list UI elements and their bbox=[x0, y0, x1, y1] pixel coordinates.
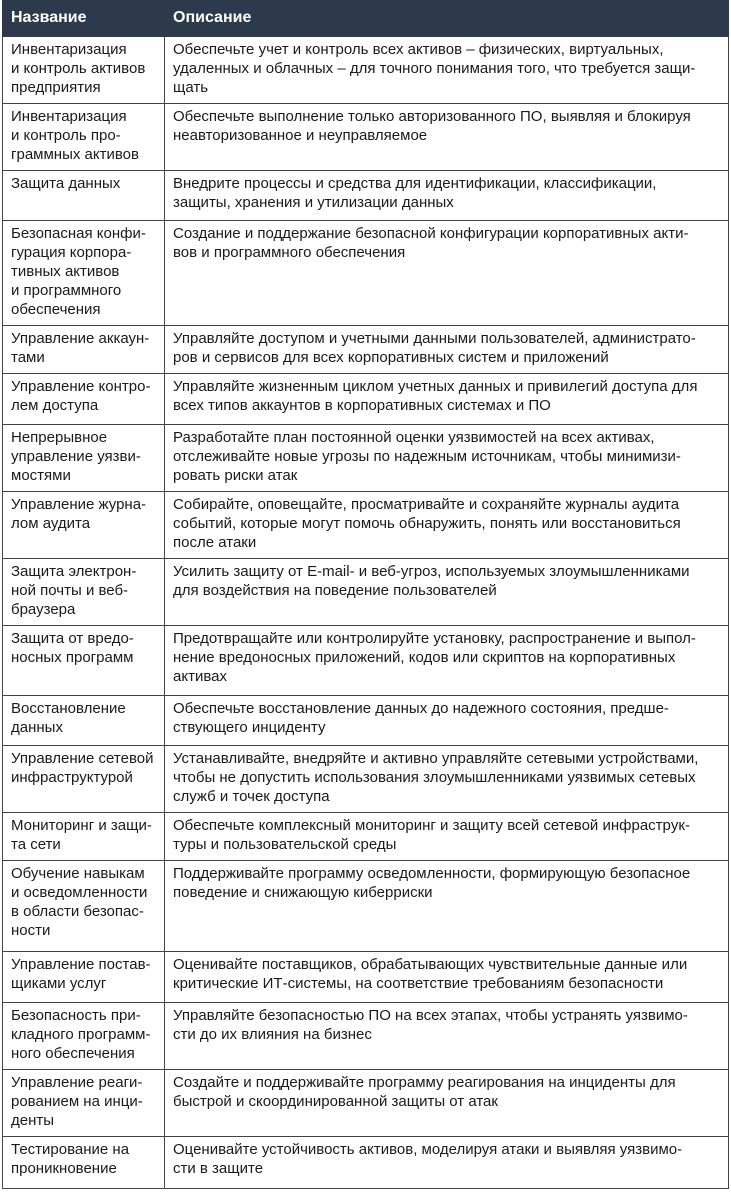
row-description: Внедрите процессы и средства для идентификации, классификации, защиты, хранения и утилизации данных bbox=[165, 171, 729, 221]
row-name: Управление реаги- рованием на инци- денты bbox=[3, 1070, 165, 1137]
row-description: Создайте и поддерживайте программу реагирования на инциденты для быстрой и скоординированной защиты от атак bbox=[165, 1070, 729, 1137]
row-description: Обеспечьте восстановление данных до надежного состояния, предше- ствующего инциденту bbox=[165, 696, 729, 746]
row-name: Управление аккаун- тами bbox=[3, 326, 165, 374]
table-row bbox=[3, 104, 729, 171]
row-name: Защита от вредо- носных программ bbox=[3, 626, 165, 696]
row-description: Обеспечьте выполнение только авторизованного ПО, выявляя и блокируя неавторизованное и неуправляемое bbox=[165, 104, 729, 171]
header-name: Название bbox=[3, 1, 165, 37]
table-row bbox=[3, 1003, 729, 1070]
table-row bbox=[3, 813, 729, 861]
row-description: Управляйте жизненным циклом учетных данных и привилегий доступа для всех типов аккаунтов в корпоративных системах и ПО bbox=[165, 374, 729, 425]
table-row bbox=[3, 746, 729, 813]
row-description: Обеспечьте комплексный мониторинг и защиту всей сетевой инфрастрyк- туры и пользовательской среды bbox=[165, 813, 729, 861]
table-row bbox=[3, 952, 729, 1003]
row-description: Разработайте план постоянной оценки уязвимостей на всех активах, отслеживайте новые угрозы по надежным источникам, чтобы минимизи- ровать риски атак bbox=[165, 425, 729, 492]
row-description: Предотвращайте или контролируйте установку, распространение и выпол- нение вредоносных приложений, кодов или скриптов на корпоративных активах bbox=[165, 626, 729, 696]
row-name: Непрерывное управление уязви- мостями bbox=[3, 425, 165, 492]
row-name: Инвентаризация и контроль активов предприятия bbox=[3, 37, 165, 104]
table-row bbox=[3, 425, 729, 492]
row-description: Управляйте доступом и учетными данными пользователей, администрато- ров и сервисов для всех корпоративных систем и приложений bbox=[165, 326, 729, 374]
row-description: Собирайте, оповещайте, просматривайте и сохраняйте журналы аудита событий, которые могут помочь обнаружить, понять или восстановиться после атаки bbox=[165, 492, 729, 559]
row-name: Инвентаризация и контроль про- граммных активов bbox=[3, 104, 165, 171]
row-description: Создание и поддержание безопасной конфигурации корпоративных акти- вов и программного обеспечения bbox=[165, 221, 729, 326]
row-description: Оценивайте поставщиков, обрабатывающих чувствительные данные или критические ИТ-системы, на соответствие требованиям безопасности bbox=[165, 952, 729, 1003]
row-description: Обеспечьте учет и контроль всех активов – физических, виртуальных, удаленных и облачных – для точного понимания того, что требуется защи- щать bbox=[165, 37, 729, 104]
row-name: Восстановление данных bbox=[3, 696, 165, 746]
row-name: Управление контро- лем доступа bbox=[3, 374, 165, 425]
table-row bbox=[3, 326, 729, 374]
table-row bbox=[3, 559, 729, 626]
row-name: Управление постав- щиками услуг bbox=[3, 952, 165, 1003]
row-description: Управляйте безопасностью ПО на всех этапах, чтобы устранять уязвимо- сти до их влияния на бизнес bbox=[165, 1003, 729, 1070]
row-name: Тестирование на проникновение bbox=[3, 1137, 165, 1189]
row-name: Управление сетевой инфраструктурой bbox=[3, 746, 165, 813]
table-row bbox=[3, 696, 729, 746]
table-header-row bbox=[3, 1, 729, 37]
table-row bbox=[3, 171, 729, 221]
row-name: Защита данных bbox=[3, 171, 165, 221]
table-row bbox=[3, 37, 729, 104]
row-description: Устанавливайте, внедряйте и активно управляйте сетевыми устройствами, чтобы не допустить использования злоумышленниками уязвимых сетевых служб и точек доступа bbox=[165, 746, 729, 813]
row-description: Поддерживайте программу осведомленности, формирующую безопасное поведение и снижающую киберриски bbox=[165, 861, 729, 952]
table-row bbox=[3, 626, 729, 696]
row-name: Мониторинг и защи- та сети bbox=[3, 813, 165, 861]
table-row bbox=[3, 1137, 729, 1189]
row-name: Управление журна- лом аудита bbox=[3, 492, 165, 559]
table-row bbox=[3, 861, 729, 952]
row-description: Оценивайте устойчивость активов, моделируя атаки и выявляя уязвимо- сти в защите bbox=[165, 1137, 729, 1189]
row-description: Усилить защиту от E-mail- и веб-угроз, используемых злоумышленниками для воздействия на поведение пользователей bbox=[165, 559, 729, 626]
row-name: Безопасная конфи- гурация корпора- тивных активов и программного обеспечения bbox=[3, 221, 165, 326]
row-name: Обучение навыкам и осведомленности в области безопас- ности bbox=[3, 861, 165, 952]
row-name: Защита электрон- ной почты и веб- браузера bbox=[3, 559, 165, 626]
header-description: Описание bbox=[165, 1, 729, 37]
table-row bbox=[3, 492, 729, 559]
table-row bbox=[3, 221, 729, 326]
row-name: Безопасность при- кладного программ- ного обеспечения bbox=[3, 1003, 165, 1070]
table-row bbox=[3, 374, 729, 425]
table-row bbox=[3, 1070, 729, 1137]
controls-table bbox=[2, 0, 729, 1189]
